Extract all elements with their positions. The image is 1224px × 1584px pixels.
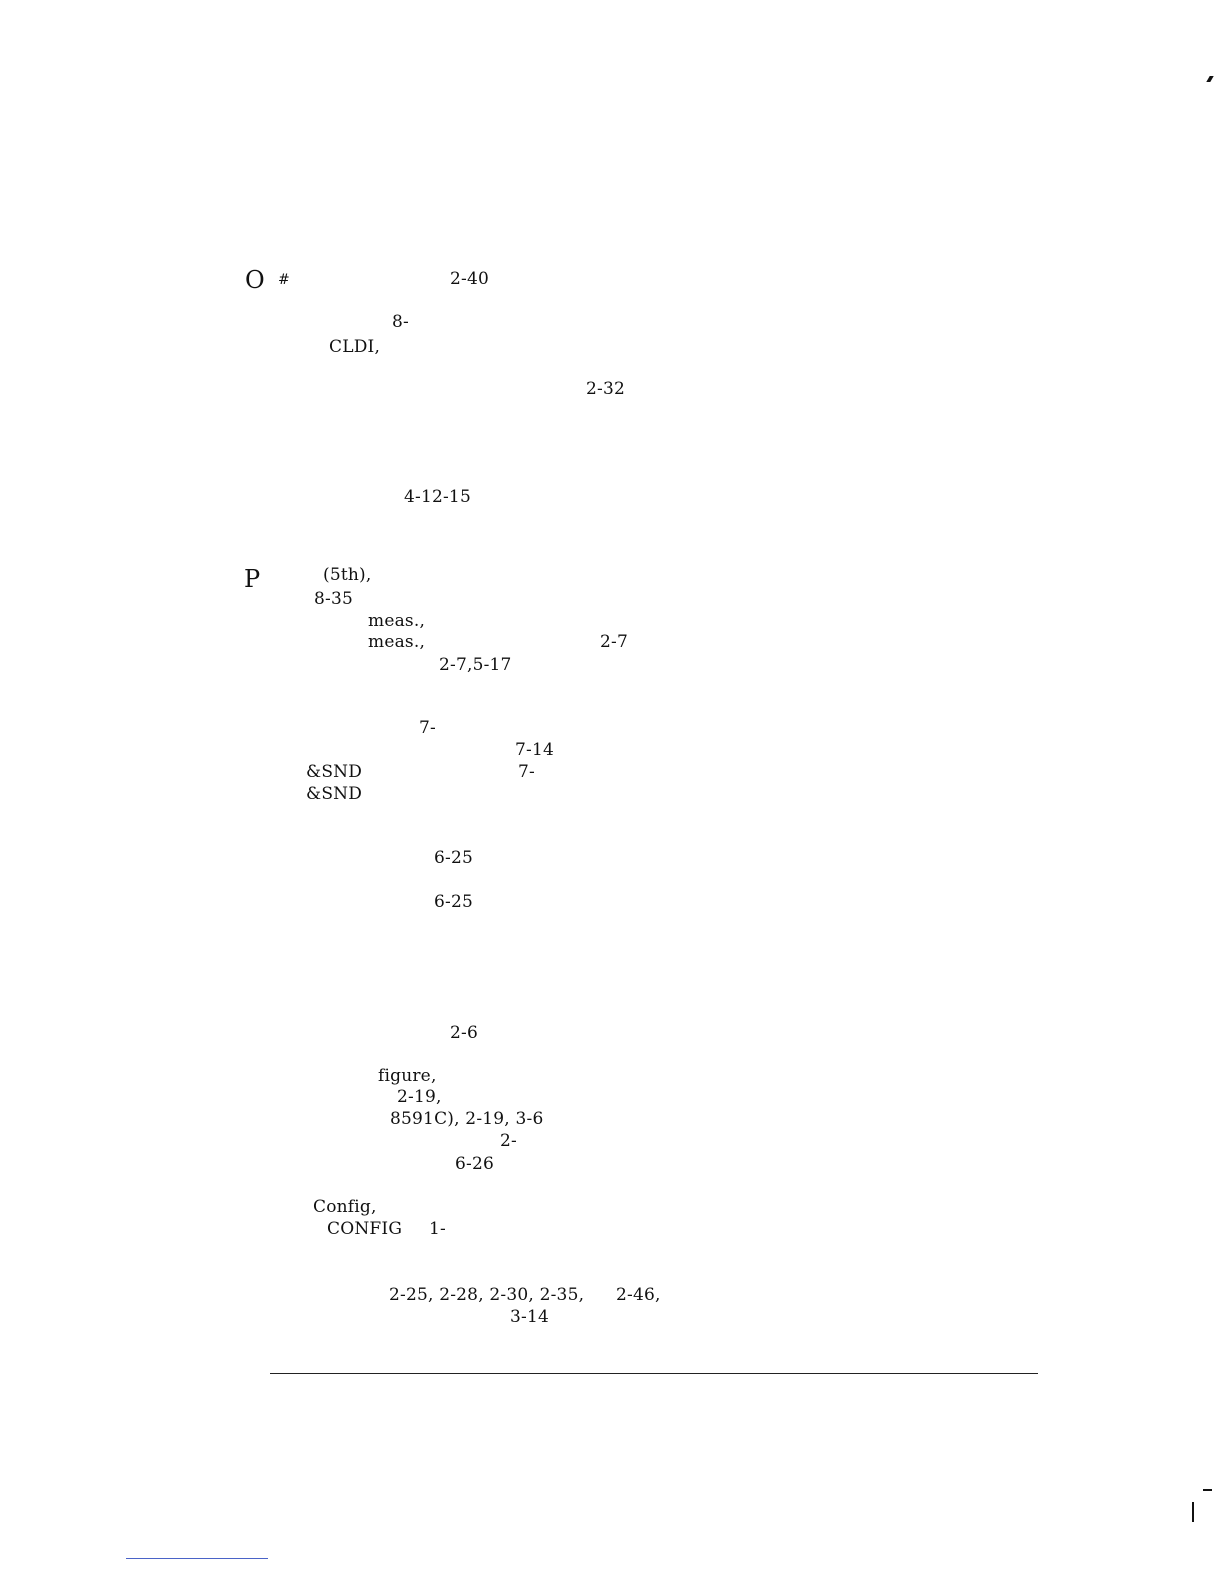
index-fragment: meas., — [368, 611, 426, 631]
footer-rule — [270, 1373, 1038, 1374]
index-fragment: 3-14 — [510, 1307, 549, 1327]
section-letter-o: O — [245, 266, 265, 294]
bottom-underline — [126, 1558, 268, 1559]
index-fragment: 2-7 — [600, 632, 628, 652]
index-fragment: &SND — [306, 784, 363, 804]
index-fragment: 4-12-15 — [404, 487, 471, 507]
index-fragment: 8-35 — [314, 589, 353, 609]
corner-mark — [1206, 76, 1213, 82]
index-fragment: 2-32 — [586, 379, 625, 399]
index-fragment: 2-6 — [450, 1023, 478, 1043]
corner-mark — [1203, 1489, 1212, 1491]
index-fragment: 2-25, 2-28, 2-30, 2-35, — [389, 1285, 585, 1305]
index-fragment: (5th), — [323, 565, 372, 585]
index-fragment: figure, — [378, 1066, 437, 1086]
index-fragment: 2-46, — [616, 1285, 661, 1305]
index-fragment: 2-19, — [397, 1087, 442, 1107]
index-fragment: meas., — [368, 632, 426, 652]
index-fragment: 7- — [419, 718, 436, 738]
index-fragment: 8- — [392, 312, 409, 332]
corner-mark — [1192, 1502, 1194, 1522]
index-fragment: CONFIG — [327, 1219, 403, 1239]
index-fragment: Config, — [313, 1197, 377, 1217]
index-fragment: 2-40 — [450, 269, 489, 289]
index-fragment: 2-7,5-17 — [439, 655, 512, 675]
index-fragment: 6-26 — [455, 1154, 494, 1174]
index-fragment: 2- — [500, 1131, 517, 1151]
index-fragment: 6-25 — [434, 892, 473, 912]
index-fragment: 7- — [518, 762, 535, 782]
index-fragment: &SND — [306, 762, 363, 782]
index-fragment: 6-25 — [434, 848, 473, 868]
index-fragment: 7-14 — [515, 740, 554, 760]
section-letter-p: P — [244, 565, 261, 593]
index-fragment: 1- — [429, 1219, 446, 1239]
index-fragment: CLDI, — [329, 337, 381, 357]
index-fragment: 8591C), 2-19, 3-6 — [390, 1109, 544, 1129]
hash-symbol: # — [278, 272, 290, 288]
